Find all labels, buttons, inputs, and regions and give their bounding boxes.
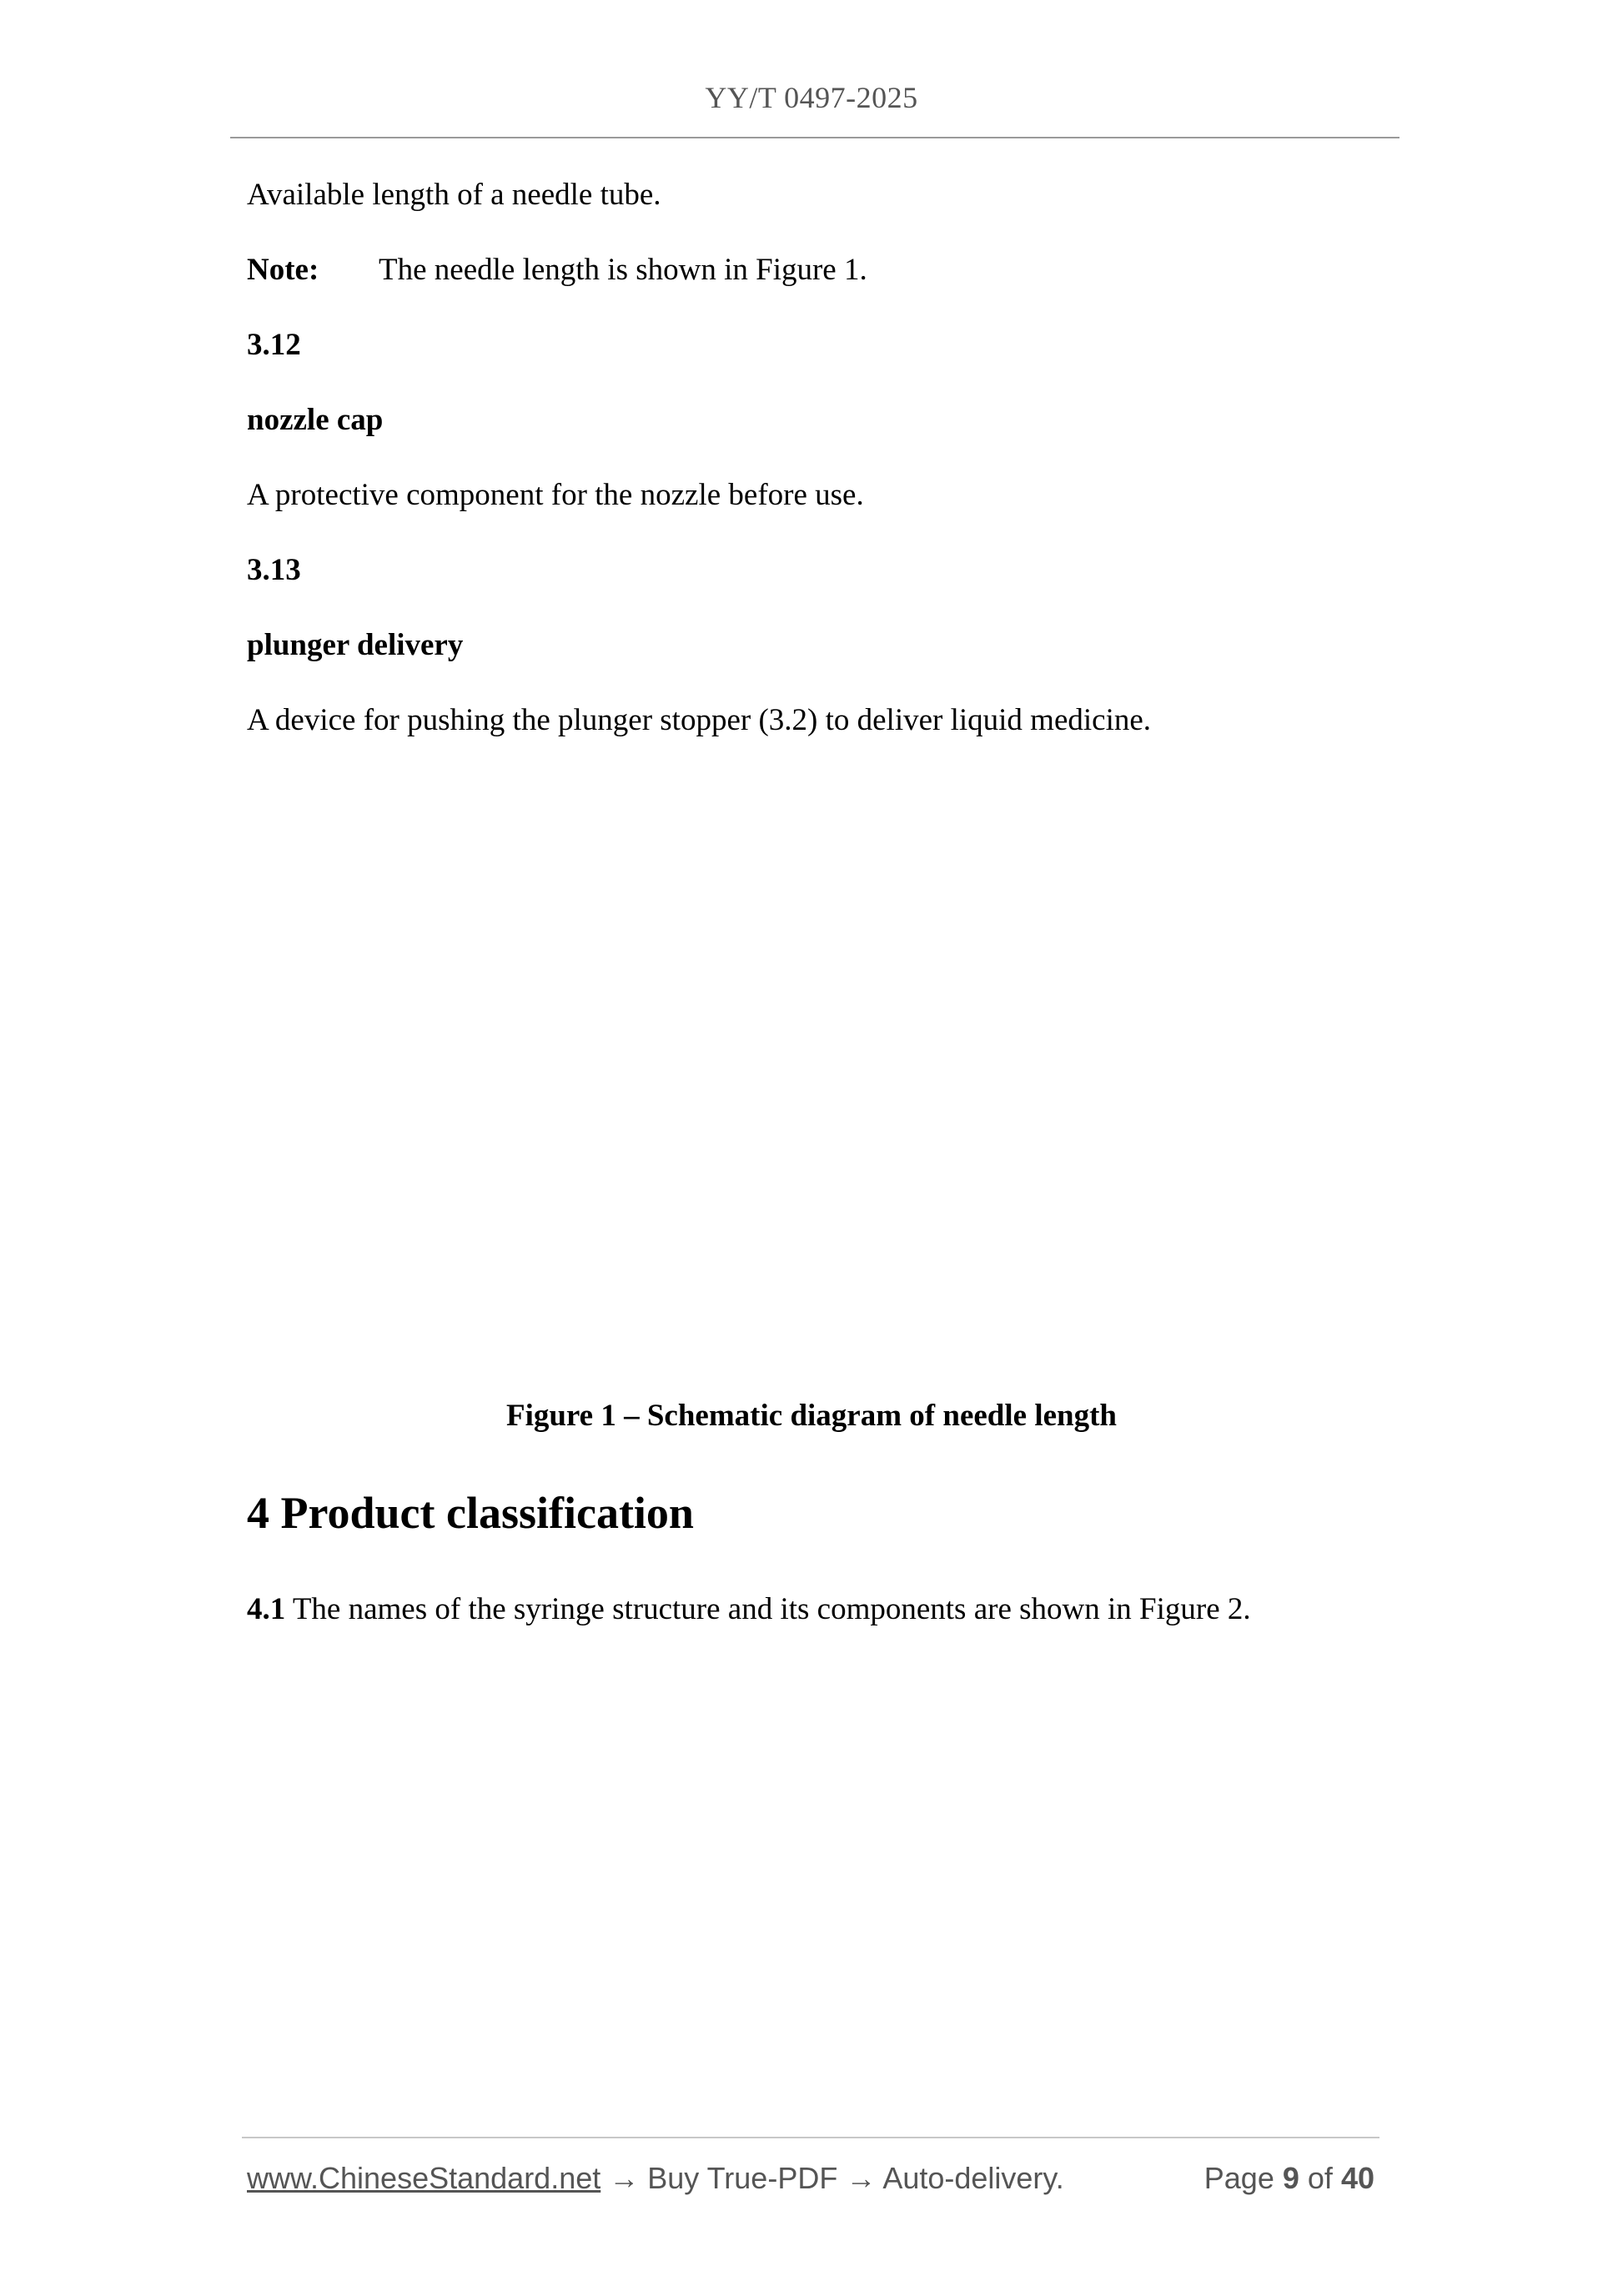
- term-number-3-13: 3.13: [247, 553, 301, 587]
- clause-4-1-number: 4.1: [247, 1592, 286, 1626]
- website-link[interactable]: www.ChineseStandard.net: [247, 2161, 601, 2195]
- footer-divider: [242, 2137, 1379, 2138]
- note-label: Note:: [247, 253, 319, 287]
- note-line: [247, 252, 867, 289]
- note-text: The needle length is shown in Figure 1.: [379, 253, 867, 287]
- header-divider: [230, 137, 1399, 138]
- page-indicator: [1204, 2158, 1374, 2198]
- page-footer: [247, 2158, 1374, 2198]
- current-page-number: 9: [1282, 2161, 1299, 2195]
- figure-1-caption: Figure 1 – Schematic diagram of needle length: [505, 1399, 1118, 1433]
- term-number-3-12: 3.12: [247, 328, 301, 362]
- page-word: Page: [1203, 2161, 1274, 2195]
- total-page-count: 40: [1340, 2161, 1374, 2195]
- page-of-word: of: [1307, 2161, 1333, 2195]
- footer-promo-text: → Buy True-PDF → Auto-delivery.: [600, 2161, 1064, 2195]
- definition-text-3-11: Available length of a needle tube.: [247, 178, 661, 212]
- footer-promo-line: [247, 2158, 1064, 2198]
- term-name-plunger-delivery: plunger delivery: [247, 628, 464, 662]
- clause-4-1-text: The names of the syringe structure and its components are shown in Figure 2.: [285, 1592, 1251, 1626]
- definition-text-3-13: A device for pushing the plunger stopper (3.2) to deliver liquid medicine.: [247, 703, 1152, 737]
- clause-4-1: [247, 1591, 1251, 1628]
- term-name-nozzle-cap: nozzle cap: [247, 403, 384, 437]
- document-number: YY/T 0497-2025: [705, 81, 918, 114]
- definition-text-3-12: A protective component for the nozzle before use.: [247, 478, 864, 512]
- section-4-heading: 4 Product classification: [247, 1488, 694, 1538]
